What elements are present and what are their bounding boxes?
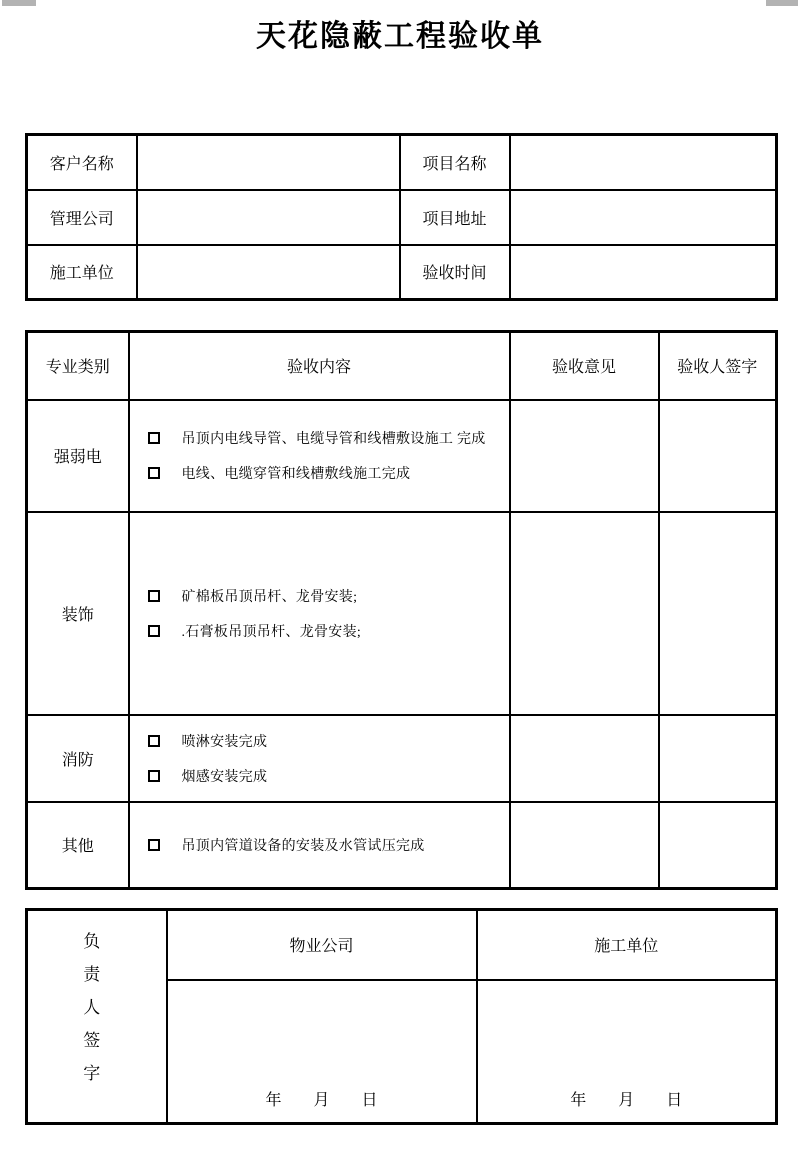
signature-table (25, 908, 778, 1125)
year-label: 年 (265, 1092, 282, 1109)
checklist-item-label: 烟感安装完成 (181, 769, 268, 785)
date-line (168, 1087, 476, 1122)
page-corner-mark-left (2, 0, 36, 6)
responsible-signature-label-cell (27, 910, 167, 1124)
content-cell-other (129, 802, 510, 889)
checklist-item (148, 428, 501, 448)
checkbox-icon[interactable] (148, 432, 160, 444)
construction-unit-header: 施工单位 (477, 910, 777, 980)
customer-name-label: 客户名称 (27, 135, 137, 190)
checklist-item (148, 463, 501, 483)
table-row (27, 135, 777, 190)
opinion-field-fire[interactable] (510, 715, 659, 802)
header-opinion: 验收意见 (510, 332, 659, 400)
construction-unit-field[interactable] (137, 245, 400, 300)
opinion-field-electrical[interactable] (510, 400, 659, 512)
month-label: 月 (313, 1092, 330, 1109)
day-label: 日 (666, 1092, 683, 1109)
category-electrical: 强弱电 (27, 400, 129, 512)
checkbox-icon[interactable] (148, 590, 160, 602)
checklist-item (148, 586, 501, 606)
date-line (478, 1087, 776, 1122)
table-row (27, 715, 777, 802)
checklist-item (148, 731, 501, 751)
acceptance-time-field[interactable] (510, 245, 777, 300)
signature-field-other[interactable] (659, 802, 777, 889)
page-corner-mark-right (766, 0, 798, 6)
checklist-item-label: 吊顶内管道设备的安装及水管试压完成 (181, 838, 425, 854)
content-cell-electrical (129, 400, 510, 512)
checklist-item-label: .石膏板吊顶吊杆、龙骨安装; (181, 624, 362, 640)
management-company-field[interactable] (137, 190, 400, 245)
construction-unit-signature-field[interactable] (477, 980, 777, 1124)
table-row (27, 400, 777, 512)
checklist-item-label: 矿棉板吊顶吊杆、龙骨安装; (181, 589, 358, 605)
property-company-header: 物业公司 (167, 910, 477, 980)
checklist-item (148, 766, 501, 786)
signature-field-fire[interactable] (659, 715, 777, 802)
category-fire: 消防 (27, 715, 129, 802)
project-name-field[interactable] (510, 135, 777, 190)
checklist-item (148, 621, 501, 641)
header-category: 专业类别 (27, 332, 129, 400)
checkbox-icon[interactable] (148, 467, 160, 479)
project-address-field[interactable] (510, 190, 777, 245)
acceptance-table (25, 330, 778, 890)
customer-name-field[interactable] (137, 135, 400, 190)
property-company-signature-field[interactable] (167, 980, 477, 1124)
management-company-label: 管理公司 (27, 190, 137, 245)
table-header-row (27, 332, 777, 400)
table-header-row (27, 910, 777, 980)
checkbox-icon[interactable] (148, 625, 160, 637)
construction-unit-label: 施工单位 (27, 245, 137, 300)
checkbox-icon[interactable] (148, 839, 160, 851)
checklist-item (148, 835, 501, 855)
info-table (25, 133, 778, 301)
table-row (27, 512, 777, 715)
month-label: 月 (618, 1092, 635, 1109)
checklist-item-label: 吊顶内电线导管、电缆导管和线槽敷设施工 完成 (181, 432, 486, 447)
project-name-label: 项目名称 (400, 135, 510, 190)
checkbox-icon[interactable] (148, 770, 160, 782)
table-row (27, 245, 777, 300)
category-other: 其他 (27, 802, 129, 889)
project-address-label: 项目地址 (400, 190, 510, 245)
page-title: 天花隐蔽工程验收单 (256, 20, 544, 53)
checklist-item-label: 喷淋安装完成 (181, 734, 268, 750)
header-signer: 验收人签字 (659, 332, 777, 400)
opinion-field-other[interactable] (510, 802, 659, 889)
checklist-item-label: 电线、电缆穿管和线槽敷线施工完成 (181, 467, 411, 482)
responsible-signature-label: 负责人签字 (80, 931, 100, 1097)
day-label: 日 (361, 1092, 378, 1109)
checkbox-icon[interactable] (148, 735, 160, 747)
category-decoration: 装饰 (27, 512, 129, 715)
header-content: 验收内容 (129, 332, 510, 400)
opinion-field-decoration[interactable] (510, 512, 659, 715)
table-row (27, 802, 777, 889)
acceptance-time-label: 验收时间 (400, 245, 510, 300)
year-label: 年 (570, 1092, 587, 1109)
signature-field-electrical[interactable] (659, 400, 777, 512)
signature-field-decoration[interactable] (659, 512, 777, 715)
content-cell-fire (129, 715, 510, 802)
content-cell-decoration (129, 512, 510, 715)
table-row (27, 190, 777, 245)
